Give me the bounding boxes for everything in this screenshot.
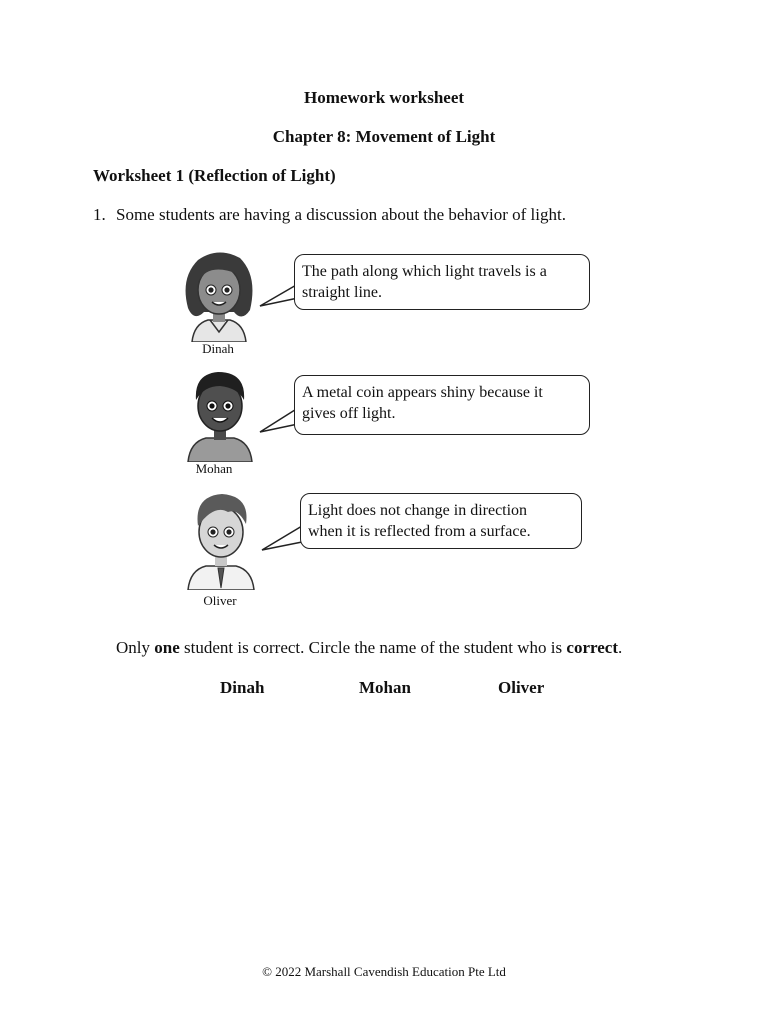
- dinah-speech-line1: The path along which light travels is a: [302, 263, 547, 280]
- dinah-speech-bubble: [294, 254, 590, 310]
- oliver-speech-line2: when it is reflected from a surface.: [308, 523, 531, 540]
- mohan-label: Mohan: [195, 461, 233, 476]
- oliver-bubble-tail: [260, 524, 304, 552]
- question-1: [93, 205, 566, 225]
- dinah-avatar: [178, 248, 260, 342]
- oliver-avatar: [184, 490, 258, 590]
- page-title: Homework worksheet: [303, 88, 465, 107]
- mohan-avatar: [182, 368, 258, 462]
- chapter-title: Chapter 8: Movement of Light: [272, 127, 496, 146]
- instruction-bold-one: one: [154, 638, 180, 657]
- mohan-speech-bubble: [294, 375, 590, 435]
- dinah-label: Dinah: [202, 341, 234, 356]
- choice-mohan[interactable]: Mohan: [359, 678, 411, 697]
- mohan-speech-line1: A metal coin appears shiny because it: [302, 384, 543, 401]
- instruction-bold-correct: correct: [566, 638, 618, 657]
- copyright-footer: © 2022 Marshall Cavendish Education Pte Ltd: [262, 964, 506, 979]
- mohan-speech-line2: gives off light.: [302, 405, 396, 422]
- instruction-part2: student is correct. Circle the name of the student who is: [179, 638, 567, 657]
- question-text: Some students are having a discussion about the behavior of light.: [116, 205, 566, 224]
- worksheet-heading: Worksheet 1 (Reflection of Light): [93, 166, 336, 185]
- oliver-speech-bubble: [300, 493, 582, 549]
- instruction-part1: Only: [116, 638, 155, 657]
- oliver-speech-line1: Light does not change in direction: [308, 502, 528, 519]
- choice-dinah[interactable]: Dinah: [220, 678, 265, 697]
- dinah-speech-line2: straight line.: [302, 284, 382, 301]
- choice-oliver[interactable]: Oliver: [498, 678, 545, 697]
- oliver-label: Oliver: [203, 593, 237, 608]
- instruction-text: [116, 638, 622, 658]
- question-number: 1.: [93, 205, 106, 224]
- instruction-part3: .: [618, 638, 623, 657]
